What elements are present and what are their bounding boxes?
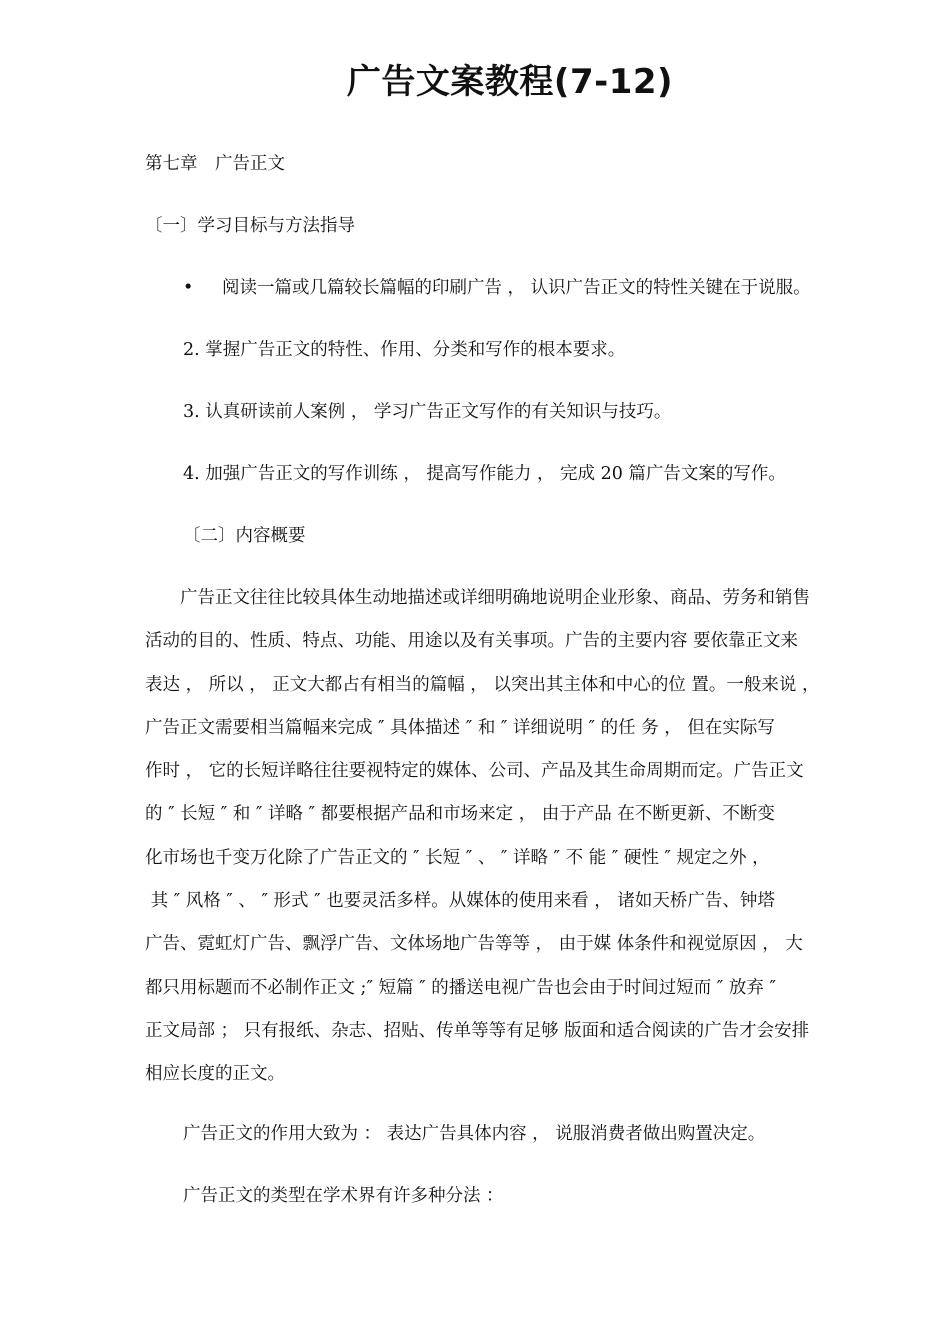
paragraph-line: 都只用标题而不必制作正文 ;″ 短篇 ″ 的播送电视广告也会由于时间过短而 ″ 放弃 ″ bbox=[145, 977, 776, 998]
section-heading-objectives: 〔一〕学习目标与方法指导 bbox=[145, 216, 355, 236]
section-heading-summary: 〔二〕内容概要 bbox=[183, 526, 306, 546]
paragraph-line: 相应长度的正文。 bbox=[145, 1064, 285, 1085]
document-title: 广告文案教程(7-12) bbox=[346, 62, 674, 102]
objective-item: 阅读一篇或几篇较长篇幅的印刷广告 ， 认识广告正文的特性关键在于说服。 bbox=[222, 278, 811, 298]
paragraph-line: 正文局部 ； 只有报纸、杂志、招贴、传单等等有足够 版面和适合阅读的广告才会安排 bbox=[145, 1020, 810, 1041]
function-paragraph: 广告正文的作用大致为 ： 表达广告具体内容 ， 说服消费者做出购置决定。 bbox=[183, 1124, 766, 1144]
paragraph-line: 表达 ， 所以 ， 正文大都占有相当的篇幅 ， 以突出其主体和中心的位 置。一般来说 ， bbox=[145, 674, 820, 695]
objective-item: 3. 认真研读前人案例 ， 学习广告正文写作的有关知识与技巧。 bbox=[183, 402, 672, 422]
paragraph-line: 的 ″ 长短 ″ 和 ″ 详略 ″ 都要根据产品和市场来定 ， 由于产品 在不断更新、不断变 bbox=[145, 804, 775, 825]
summary-paragraph bbox=[145, 586, 820, 1106]
chapter-heading: 第七章 广告正文 bbox=[145, 154, 285, 174]
bullet-icon: • bbox=[183, 278, 194, 298]
types-paragraph: 广告正文的类型在学术界有许多种分法 ： bbox=[183, 1186, 504, 1206]
paragraph-line: 作时 ， 它的长短详略往往要视特定的媒体、公司、产品及其生命周期而定。广告正文 bbox=[145, 761, 804, 782]
objective-item: 4. 加强广告正文的写作训练 ， 提高写作能力 ， 完成 20 篇广告文案的写作。 bbox=[183, 464, 786, 484]
paragraph-line: 其 ″ 风格 ″ 、 ″ 形式 ″ 也要灵活多样。从媒体的使用来看 ， 诸如天桥广告、钟塔 bbox=[145, 891, 775, 912]
paragraph-line: 广告正文需要相当篇幅来完成 ″ 具体描述 ″ 和 ″ 详细说明 ″ 的任 务 ， 但在实际写 bbox=[145, 717, 775, 738]
paragraph-line: 活动的目的、性质、特点、功能、用途以及有关事项。广告的主要内容 要依靠正文来 bbox=[145, 631, 799, 652]
paragraph-line: 广告、霓虹灯广告、飘浮广告、文体场地广告等等 ， 由于媒 体条件和视觉原因 ， 大 bbox=[145, 934, 803, 955]
objective-item: 2. 掌握广告正文的特性、作用、分类和写作的根本要求。 bbox=[183, 340, 626, 360]
paragraph-line: 化市场也千变万化除了广告正文的 ″ 长短 ″ 、 ″ 详略 ″ 不 能 ″ 硬性 ″ 规定之外 ， bbox=[145, 847, 770, 868]
paragraph-line: 广告正文往往比较具体生动地描述或详细明确地说明企业形象、商品、劳务和销售 bbox=[145, 588, 810, 608]
